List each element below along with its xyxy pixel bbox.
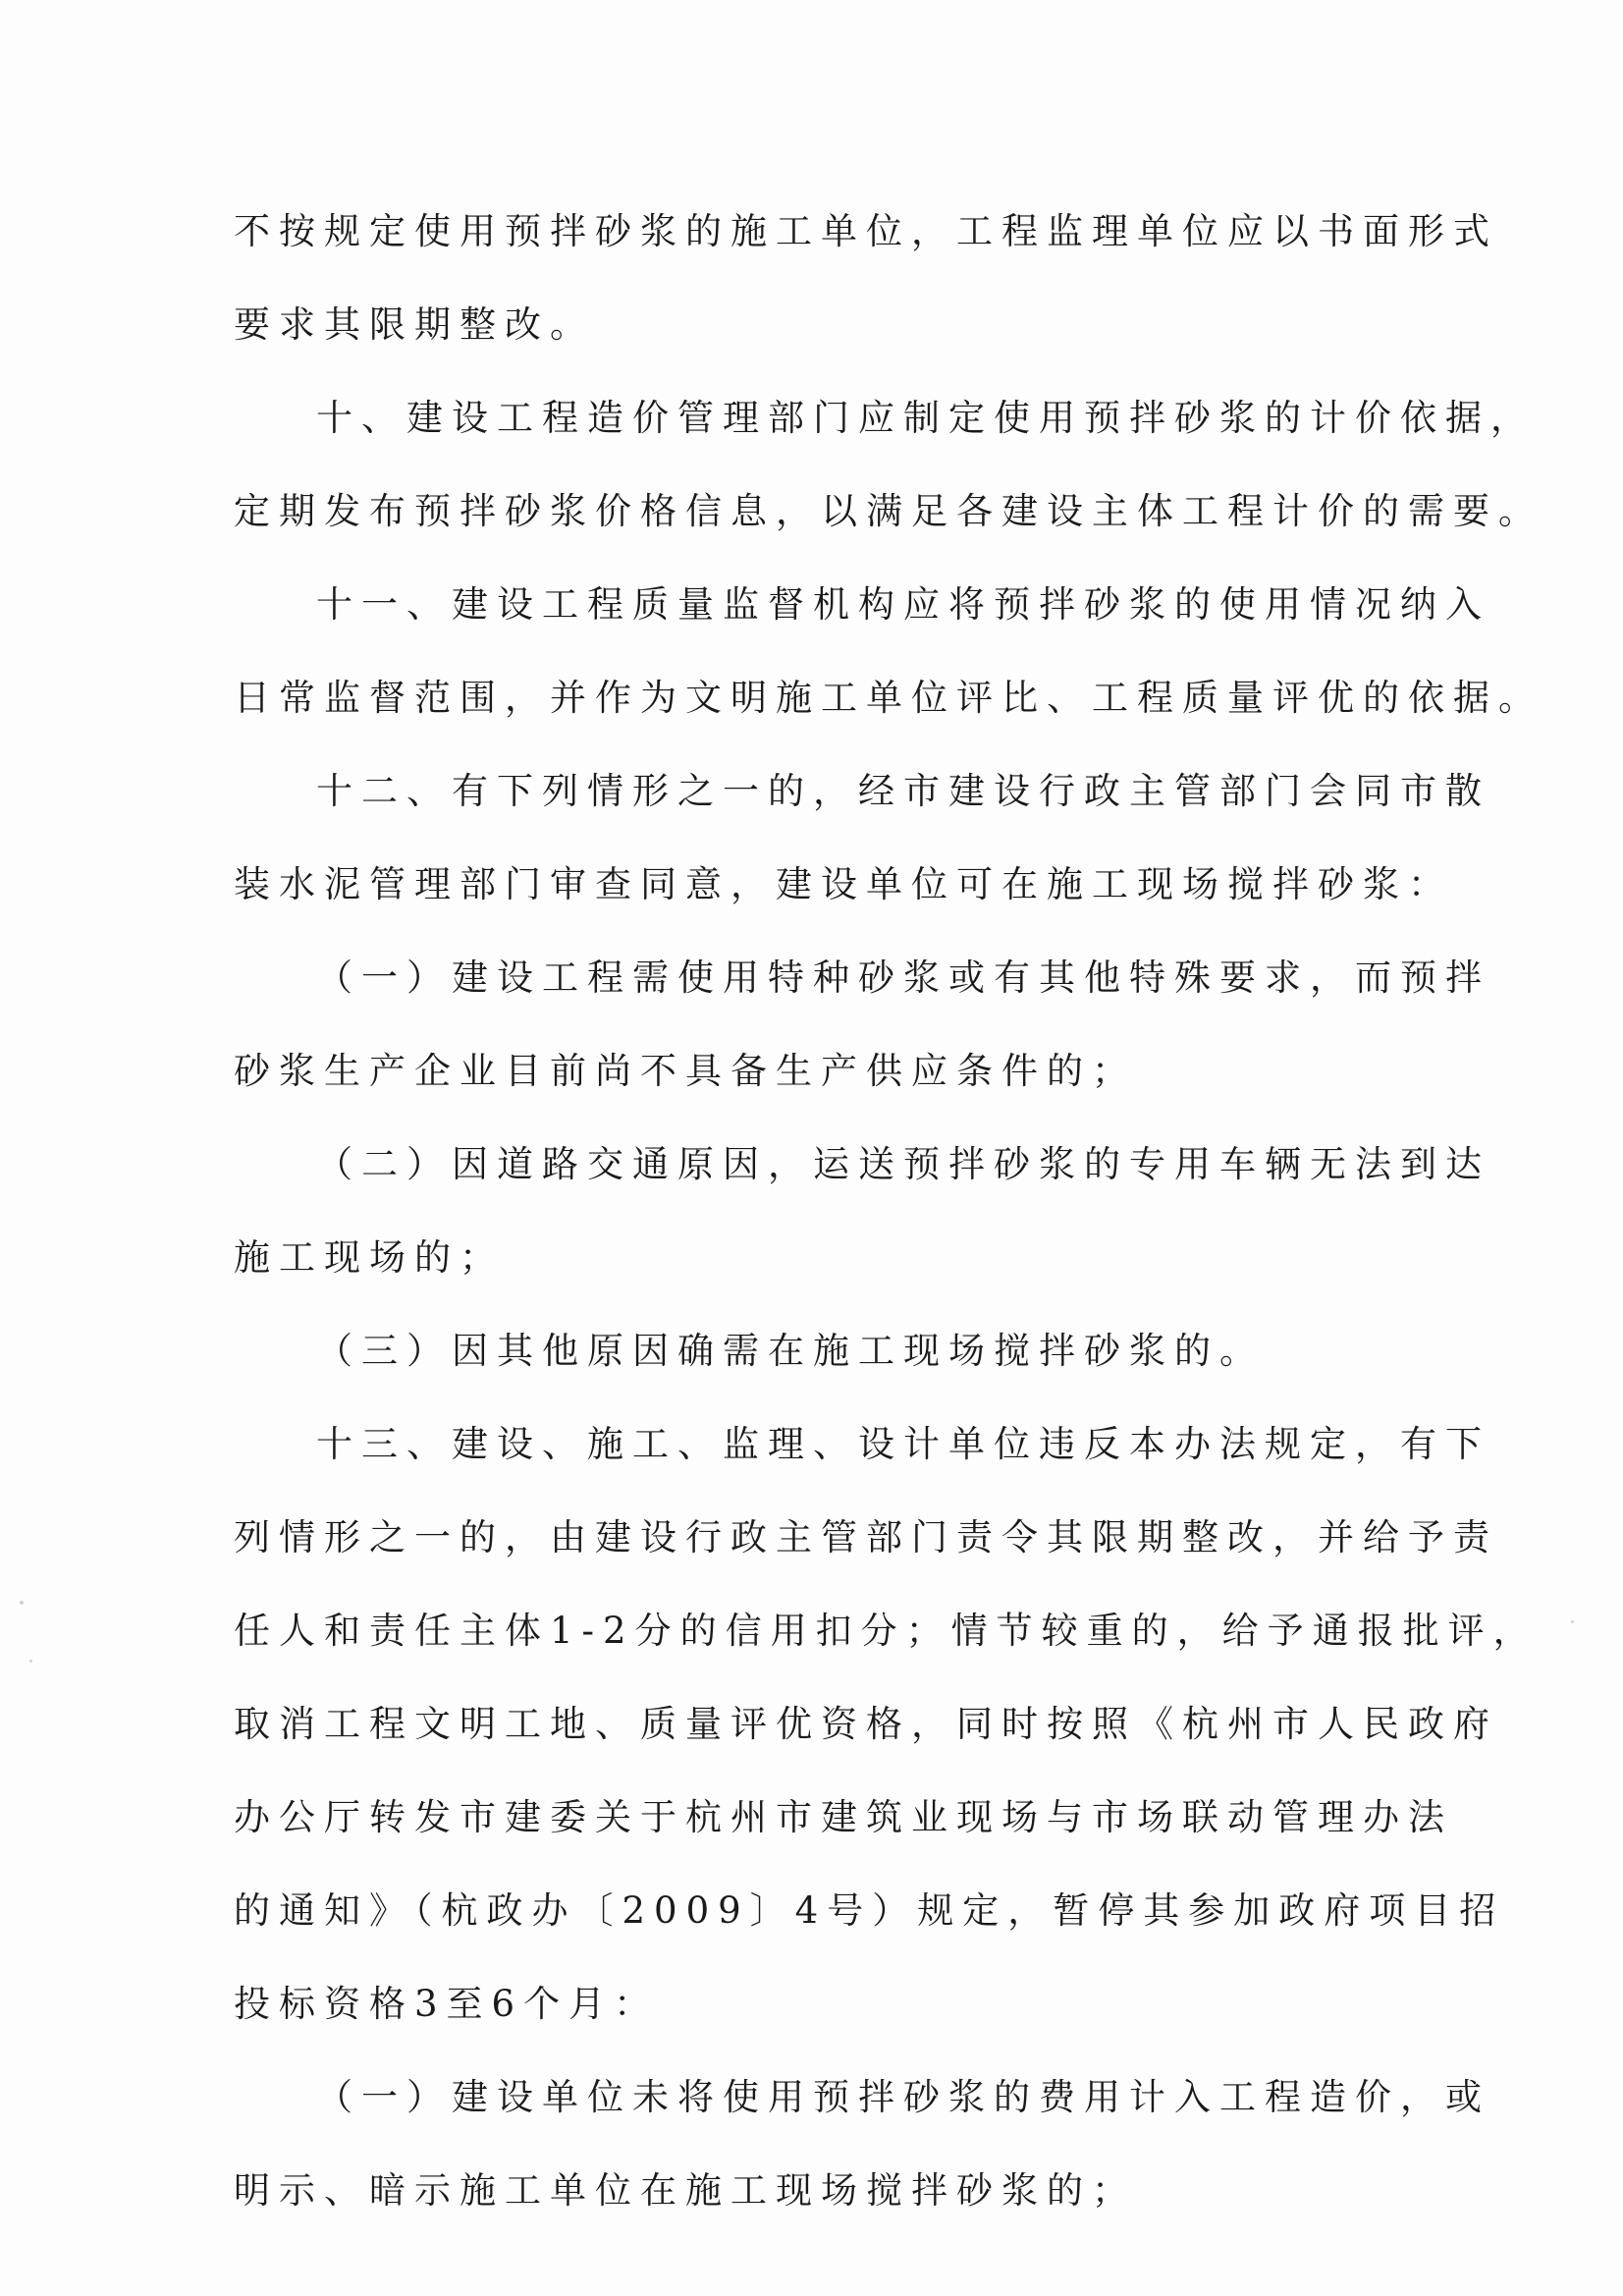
text-line: 施工现场的； bbox=[234, 1236, 505, 1279]
text-line: 日常监督范围，并作为文明施工单位评比、工程质量评优的依据。 bbox=[234, 677, 1543, 719]
document-body bbox=[234, 202, 1543, 2255]
text-line: 十三、建设、施工、监理、设计单位违反本办法规定，有下 bbox=[316, 1423, 1490, 1465]
text-line: 投标资格3至6个月： bbox=[234, 1983, 660, 2025]
scan-speck bbox=[20, 1601, 24, 1605]
text-line: 取消工程文明工地、质量评优资格，同时按照《杭州市人民政府 bbox=[234, 1703, 1498, 1745]
text-line: 任人和责任主体1-2分的信用扣分；情节较重的，给予通报批评， bbox=[234, 1610, 1539, 1652]
text-line: （三）因其他原因确需在施工现场搅拌砂浆的。 bbox=[316, 1330, 1265, 1372]
text-line: 十、建设工程造价管理部门应制定使用预拌砂浆的计价依据， bbox=[316, 397, 1536, 439]
text-line: 砂浆生产企业目前尚不具备生产供应条件的； bbox=[234, 1050, 1137, 1092]
text-line: （一）建设工程需使用特种砂浆或有其他特殊要求，而预拌 bbox=[316, 957, 1490, 999]
text-line: （一）建设单位未将使用预拌砂浆的费用计入工程造价，或 bbox=[316, 2076, 1490, 2118]
text-line: 装水泥管理部门审查同意，建设单位可在施工现场搅拌砂浆： bbox=[234, 863, 1453, 905]
text-line: 的通知》（杭政办〔2009〕4号）规定，暂停其参加政府项目招 bbox=[234, 1889, 1505, 1932]
text-line: 定期发布预拌砂浆价格信息，以满足各建设主体工程计价的需要。 bbox=[234, 490, 1543, 532]
scan-speck bbox=[29, 1660, 32, 1663]
text-line: 要求其限期整改。 bbox=[234, 303, 595, 346]
scan-speck bbox=[1571, 1620, 1574, 1623]
text-line: 十二、有下列情形之一的，经市建设行政主管部门会同市散 bbox=[316, 770, 1490, 812]
text-line: 不按规定使用预拌砂浆的施工单位，工程监理单位应以书面形式 bbox=[234, 210, 1498, 252]
text-line: 列情形之一的，由建设行政主管部门责令其限期整改，并给予责 bbox=[234, 1516, 1498, 1558]
text-line: 办公厅转发市建委关于杭州市建筑业现场与市场联动管理办法 bbox=[234, 1796, 1453, 1838]
text-line: 明示、暗示施工单位在施工现场搅拌砂浆的； bbox=[234, 2169, 1137, 2212]
text-line: （二）因道路交通原因，运送预拌砂浆的专用车辆无法到达 bbox=[316, 1143, 1490, 1185]
text-line: 十一、建设工程质量监督机构应将预拌砂浆的使用情况纳入 bbox=[316, 583, 1490, 626]
